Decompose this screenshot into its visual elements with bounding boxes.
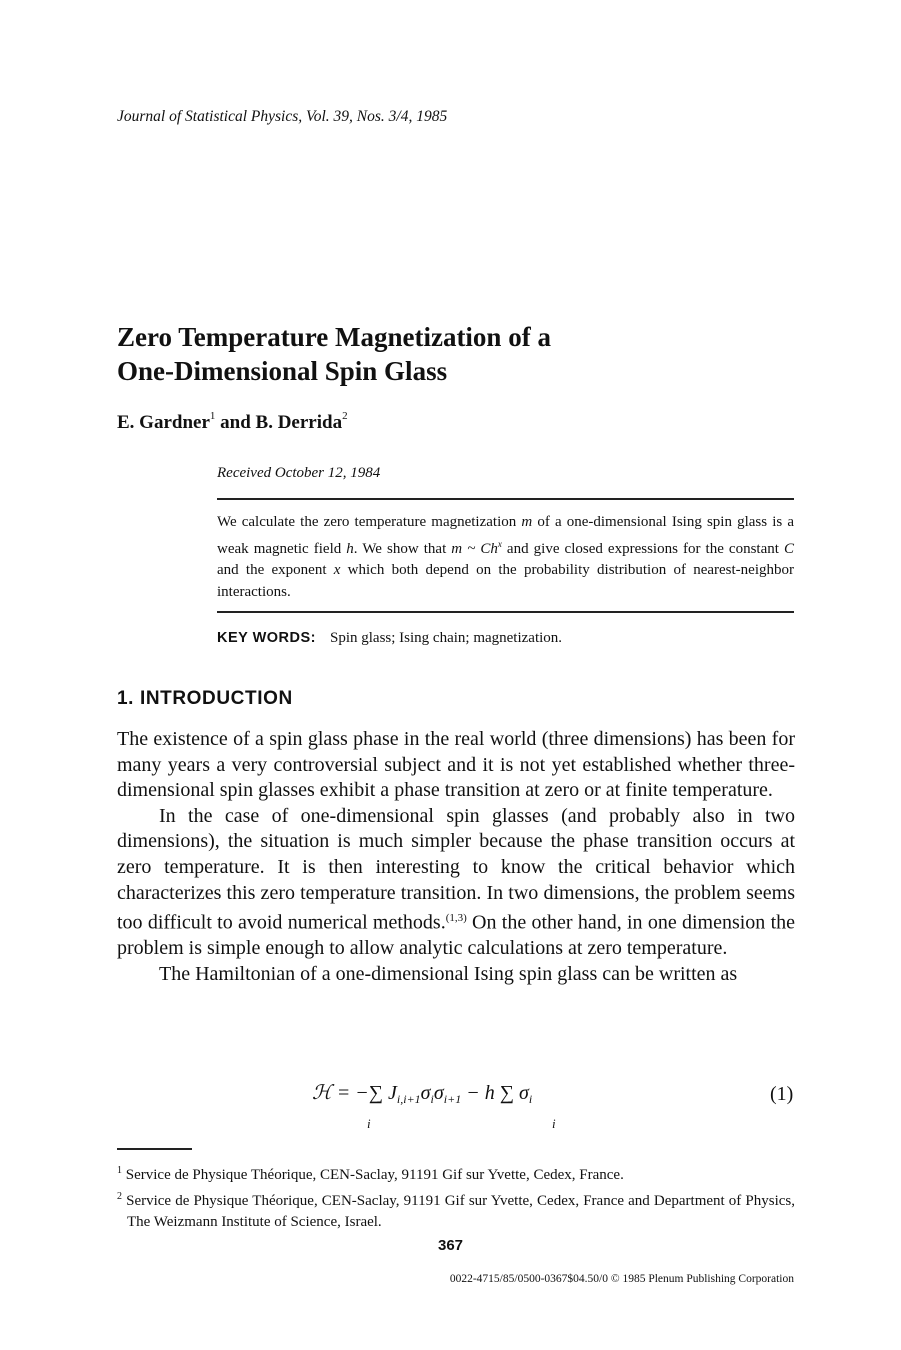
body-text: [117, 727, 795, 988]
abstract-formula: m ~ Ch: [451, 540, 498, 557]
equation-part: ℋ = −∑ J: [312, 1082, 397, 1104]
authors: [117, 412, 348, 434]
author-connector: and: [215, 412, 256, 433]
paragraph-1: The existence of a spin glass phase in the real world (three dimensions) has been for many years a very controversial subject and it is not yet established whether three-dimensional spin glasses exhibit a phase transition at zero or at finite temperature.: [117, 728, 795, 802]
paragraph-2: [117, 804, 795, 962]
equation-subscript: i: [430, 1092, 434, 1106]
copyright-line: 0022-4715/85/0500-0367$04.50/0 © 1985 Plenum Publishing Corporation: [449, 1273, 794, 1285]
abstract-text: which both depend on the probability distribution of nearest-neighbor interactions.: [217, 562, 794, 600]
abstract-var-h: h: [346, 540, 354, 557]
equation-subscript: i,i+1: [396, 1092, 421, 1106]
author-1-note: 1: [209, 410, 216, 422]
equation-subscript: i: [528, 1092, 533, 1106]
equation-part: σ: [433, 1082, 444, 1104]
keywords-text: Spin glass; Ising chain; magnetization.: [330, 630, 563, 646]
abstract-var-m: m: [521, 514, 533, 530]
footnote-1: [117, 1160, 795, 1186]
citation-ref: (1,3): [445, 912, 467, 925]
page-number: 367: [437, 1237, 464, 1254]
author-2: B. Derrida: [255, 412, 343, 433]
paragraph-2-text: On the other hand, in one dimension the problem is simple enough to allow analytic calculations at zero temperature.: [117, 911, 795, 960]
abstract-text: of a one-dimensional Ising spin glass is a weak magnetic field: [217, 514, 794, 557]
section-number: 1.: [117, 688, 135, 709]
footnote-text: Service de Physique Théorique, CEN-Saclay, 91191 Gif sur Yvette, Cedex, France.: [125, 1167, 624, 1183]
author-1: E. Gardner: [117, 412, 210, 433]
equation-sum-index: i: [367, 1116, 371, 1131]
paper-title: [117, 320, 551, 388]
equation-part: σ: [420, 1082, 431, 1104]
journal-header: Journal of Statistical Physics, Vol. 39, Nos. 3/4, 1985: [117, 108, 448, 125]
abstract-var-c: C: [783, 540, 794, 557]
footnote-rule: [117, 1148, 192, 1150]
abstract-text: We calculate the zero temperature magnetization: [217, 514, 522, 530]
title-line-1: Zero Temperature Magnetization of a: [117, 322, 551, 352]
footnote-mark: 1: [117, 1165, 122, 1176]
equation-part: − h ∑ σ: [461, 1082, 529, 1104]
equation-number: (1): [770, 1083, 794, 1105]
abstract-text: . We show that: [353, 540, 452, 557]
equation-subscript: i+1: [443, 1092, 462, 1106]
abstract-top-rule: [217, 498, 794, 500]
received-date: Received October 12, 1984: [217, 465, 381, 481]
section-title: INTRODUCTION: [139, 688, 293, 709]
abstract-text: and the exponent: [217, 562, 334, 578]
paragraph-2-text: In the case of one-dimensional spin glasses (and probably also in two dimensions), the situation is much simpler because the phase transition occurs at zero temperature. It is then interesting to know the critical behavior which characterizes this zero temperature transition. In two dimensions, the problem seems too difficult to avoid numerical methods.: [117, 804, 795, 934]
section-heading: [117, 688, 293, 710]
author-2-note: 2: [342, 410, 348, 422]
abstract-formula-exponent: x: [497, 538, 502, 549]
abstract-text: and give closed expressions for the constant: [501, 540, 784, 557]
title-line-2: One-Dimensional Spin Glass: [117, 356, 448, 386]
footnote-2: [117, 1186, 795, 1233]
footnote-mark: 2: [117, 1191, 122, 1202]
abstract-var-x: x: [333, 562, 341, 578]
equation-sum-index: i: [552, 1116, 556, 1131]
footnote-text: Service de Physique Théorique, CEN-Saclay, 91191 Gif sur Yvette, Cedex, France and Department of Physics, The Weizmann Institute of Science, Israel.: [126, 1193, 796, 1230]
keywords-label: KEY WORDS:: [217, 630, 316, 646]
footnotes: [117, 1160, 795, 1233]
equation-1: [312, 1080, 532, 1107]
abstract: [217, 512, 794, 603]
abstract-bottom-rule: [217, 611, 794, 613]
paragraph-3: The Hamiltonian of a one-dimensional Ising spin glass can be written as: [159, 963, 738, 985]
keywords: [217, 630, 562, 647]
